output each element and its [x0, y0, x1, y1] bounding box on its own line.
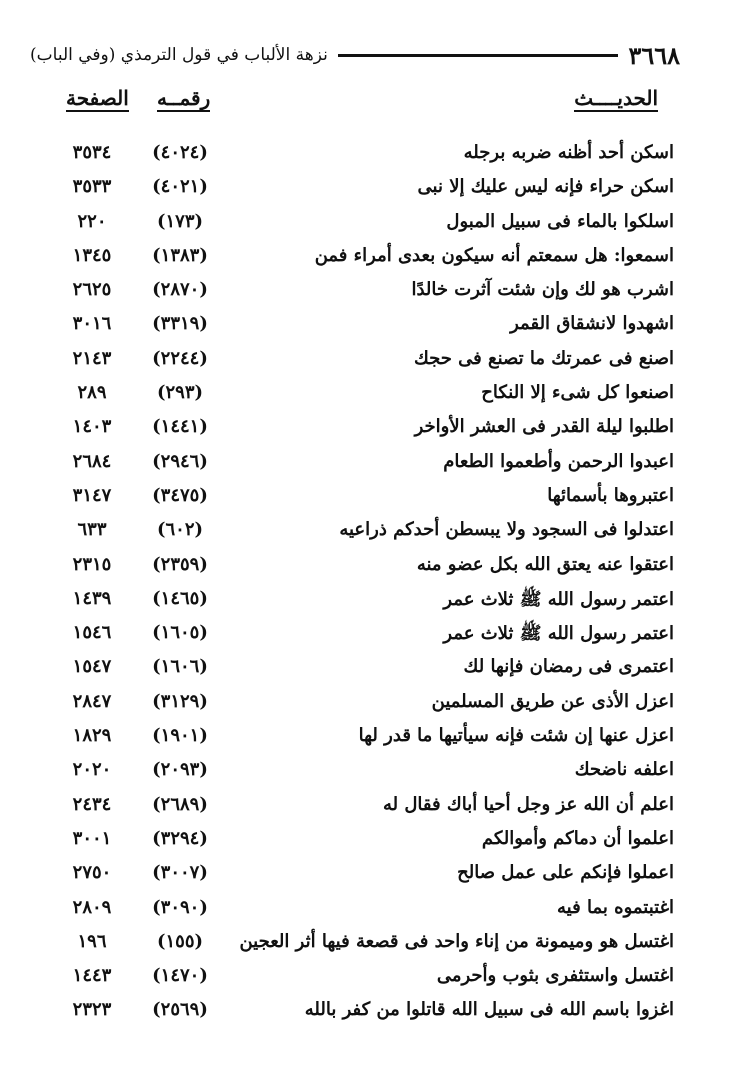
hadith-text: اعبدوا الرحمن وأطعموا الطعام [443, 450, 674, 472]
page-reference: ٣٠١٦ [72, 313, 112, 335]
page-reference: ٢٣١٥ [72, 553, 112, 575]
hadith-number: (٣٢٩٤) [152, 827, 208, 849]
hadith-text: اعلم أن الله عز وجل أحيا أباك فقال له [382, 793, 674, 815]
hadith-text: اعتقوا عنه يعتق الله بكل عضو منه [416, 553, 674, 575]
page-reference: ٣٠٠١ [72, 827, 112, 849]
hadith-text: اعتبروها بأسمائها [547, 484, 674, 506]
hadith-number: (٢٦٨٩) [152, 793, 208, 815]
column-headers [0, 86, 754, 116]
hadith-text: اغتبتموه بما فيه [557, 896, 674, 918]
column-header-number: رقمــه [157, 86, 211, 110]
hadith-number: (٢٣٥٩) [152, 553, 208, 575]
hadith-number: (١٦٠٥) [152, 622, 208, 644]
index-row [0, 620, 754, 654]
page-reference: ٣٥٣٣ [72, 176, 112, 198]
page-reference: ٦٣٣ [77, 519, 107, 541]
column-header-hadith: الحديــــث [574, 86, 658, 110]
index-row [0, 483, 754, 517]
hadith-text: اعتمر رسول الله ﷺ ثلاث عمر [443, 588, 674, 610]
hadith-text: اعتمرى فى رمضان فإنها لك [463, 656, 674, 678]
index-row [0, 654, 754, 688]
index-row [0, 689, 754, 723]
hadith-number: (٢٠٩٣) [152, 759, 208, 781]
index-row [0, 174, 754, 208]
hadith-text: اصنع فى عمرتك ما تصنع فى حجك [413, 347, 674, 369]
hadith-number: (٣٤٧٥) [152, 484, 208, 506]
hadith-number: (٣٣١٩) [152, 313, 208, 335]
index-list [0, 140, 754, 1032]
page-reference: ١٩٦ [77, 930, 107, 952]
hadith-text: اطلبوا ليلة القدر فى العشر الأواخر [414, 416, 674, 438]
hadith-number: (١٩٠١) [152, 725, 208, 747]
index-row [0, 586, 754, 620]
page-reference: ١٥٤٧ [72, 656, 112, 678]
page-reference: ٢١٤٣ [72, 347, 112, 369]
hadith-text: اصنعوا كل شىء إلا النكاح [481, 382, 674, 404]
hadith-number: (١٧٣) [156, 210, 204, 232]
index-row [0, 792, 754, 826]
hadith-text: اعلموا أن دماكم وأموالكم [481, 827, 674, 849]
index-row [0, 757, 754, 791]
hadith-number: (٣٠٩٠) [152, 896, 208, 918]
index-row [0, 311, 754, 345]
hadith-text: اغتسل هو وميمونة من إناء واحد فى قصعة فيها أثر العجين [239, 930, 674, 952]
hadith-text: اغزوا باسم الله فى سبيل الله قاتلوا من كفر بالله [304, 999, 674, 1021]
header-rule [338, 54, 619, 57]
hadith-number: (١٦٠٦) [152, 656, 208, 678]
hadith-number: (٦٠٢) [156, 519, 204, 541]
index-row [0, 826, 754, 860]
hadith-number: (٤٠٢٤) [152, 142, 208, 163]
hadith-number: (٣١٢٩) [152, 690, 208, 712]
index-row [0, 449, 754, 483]
page-reference: ٢٦٢٥ [72, 279, 112, 301]
hadith-text: اعزل الأذى عن طريق المسلمين [431, 690, 674, 712]
page-reference: ٢٤٣٤ [72, 793, 112, 815]
running-title: نزهة الألباب في قول الترمذي (وفي الباب) [30, 45, 328, 65]
page-reference: ٢٣٢٣ [72, 999, 112, 1021]
index-row [0, 140, 754, 174]
page-reference: ١٥٤٦ [72, 622, 112, 644]
page-reference: ٢٦٨٤ [72, 450, 112, 472]
page-reference: ٢٨٤٧ [72, 690, 112, 712]
index-row [0, 997, 754, 1031]
hadith-text: اسلكوا بالماء فى سبيل المبول [446, 210, 674, 232]
hadith-text: اشهدوا لانشقاق القمر [510, 313, 674, 335]
hadith-text: اعتدلوا فى السجود ولا يبسطن أحدكم ذراعيه [339, 519, 674, 541]
page-reference: ١٣٤٥ [72, 244, 112, 266]
index-row [0, 963, 754, 997]
hadith-text: اسمعوا: هل سمعتم أنه سيكون بعدى أمراء فمن [314, 244, 674, 266]
page-reference: ٣١٤٧ [72, 484, 112, 506]
hadith-text: اسكن أحد أظنه ضربه برجله [463, 142, 674, 163]
hadith-text: اعلفه ناضحك [574, 759, 674, 781]
column-header-page: الصفحة [66, 86, 129, 110]
hadith-text: اشرب هو لك وإن شئت آثرت خالدًا [411, 279, 674, 301]
index-row [0, 723, 754, 757]
index-row [0, 929, 754, 963]
page-reference: ٢٨٩ [77, 382, 107, 404]
index-row [0, 860, 754, 894]
page-reference: ٣٥٣٤ [72, 142, 112, 163]
hadith-number: (٢٩٣) [156, 382, 204, 404]
page-reference: ٢٠٢٠ [72, 759, 112, 781]
hadith-number: (٢٨٧٠) [152, 279, 208, 301]
hadith-text: اعملوا فإنكم على عمل صالح [457, 862, 674, 884]
hadith-number: (١٥٥) [156, 930, 204, 952]
hadith-number: (٢٩٤٦) [152, 450, 208, 472]
index-row [0, 346, 754, 380]
page-header [30, 40, 680, 70]
index-row [0, 414, 754, 448]
page-reference: ٢٢٠ [77, 210, 107, 232]
index-row [0, 209, 754, 243]
hadith-number: (١٣٨٣) [152, 244, 208, 266]
index-row [0, 552, 754, 586]
page-reference: ١٤٣٩ [72, 587, 112, 609]
hadith-text: اسكن حراء فإنه ليس عليك إلا نبى [417, 176, 674, 198]
page-reference: ٢٧٥٠ [72, 862, 112, 884]
hadith-number: (١٤٦٥) [152, 587, 208, 609]
hadith-number: (٢٢٤٤) [152, 347, 208, 369]
hadith-text: اغتسل واستثفرى بثوب وأحرمى [436, 965, 674, 987]
page-reference: ١٤٠٣ [72, 416, 112, 438]
index-row [0, 243, 754, 277]
page-reference: ١٨٢٩ [72, 725, 112, 747]
index-row [0, 517, 754, 551]
hadith-number: (١٤٤١) [152, 416, 208, 438]
index-row [0, 277, 754, 311]
index-row [0, 380, 754, 414]
page-reference: ١٤٤٣ [72, 965, 112, 987]
page-number: ٣٦٦٨ [628, 40, 680, 70]
hadith-number: (١٤٧٠) [152, 965, 208, 987]
hadith-text: اعتمر رسول الله ﷺ ثلاث عمر [443, 623, 674, 645]
index-row [0, 895, 754, 929]
hadith-text: اعزل عنها إن شئت فإنه سيأتيها ما قدر لها [358, 725, 674, 747]
hadith-number: (٢٥٦٩) [152, 999, 208, 1021]
hadith-number: (٤٠٢١) [152, 176, 208, 198]
hadith-number: (٣٠٠٧) [152, 862, 208, 884]
page-reference: ٢٨٠٩ [72, 896, 112, 918]
